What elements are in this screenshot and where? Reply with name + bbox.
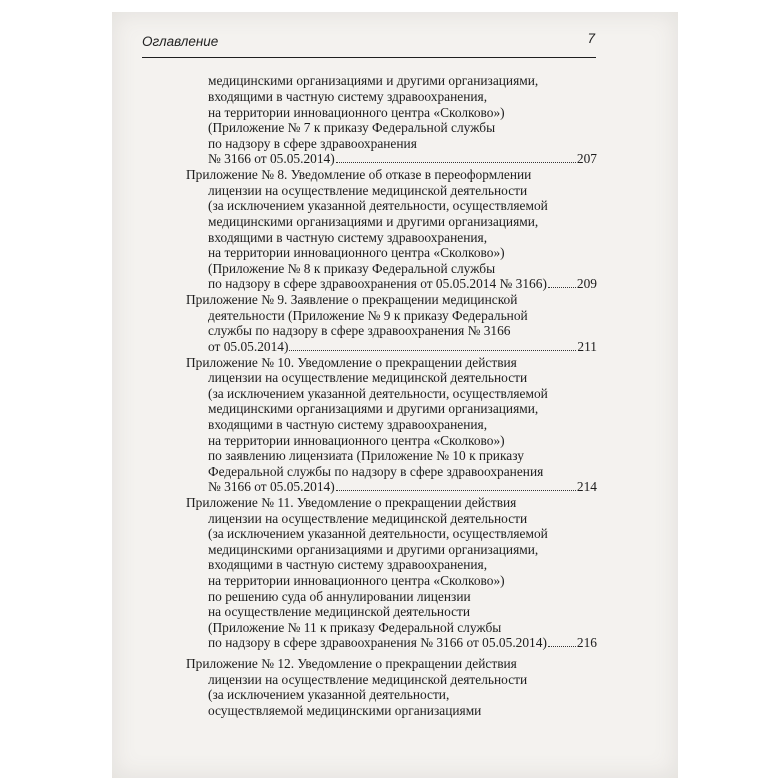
toc-page-number: 216 (576, 635, 597, 650)
toc-line: № 3166 от 05.05.2014) (208, 151, 335, 166)
dot-leader (336, 479, 576, 491)
toc-line: входящими в частную систему здравоохранения, (208, 230, 488, 245)
toc-line: медицинскими организациями и другими организациями, (208, 214, 539, 229)
toc-entry-title[interactable]: Приложение № 12. Уведомление о прекращении действия (186, 656, 517, 671)
header-page-number: 7 (587, 31, 595, 46)
dot-leader (336, 151, 576, 163)
toc-line: (за исключением указанной деятельности, осуществляемой (208, 526, 548, 541)
toc-entry-title[interactable]: Приложение № 10. Уведомление о прекращении действия (186, 355, 517, 370)
toc-entry-title[interactable]: Приложение № 8. Уведомление об отказе в переоформлении (186, 167, 532, 182)
toc-line: лицензии на осуществление медицинской деятельности (208, 183, 528, 198)
toc-entry-last-line[interactable] (208, 635, 597, 650)
toc-entry-last-line[interactable] (208, 339, 597, 354)
toc-line: входящими в частную систему здравоохранения, (208, 557, 488, 572)
toc-line: деятельности (Приложение № 9 к приказу Федеральной (208, 308, 528, 323)
toc-page-number: 207 (576, 151, 597, 166)
toc-line: (за исключением указанной деятельности, осуществляемой (208, 198, 548, 213)
toc-line: на территории инновационного центра «Сколково») (208, 433, 505, 448)
toc-line: медицинскими организациями и другими организациями, (208, 401, 539, 416)
toc-line: по надзору в сфере здравоохранения (208, 136, 417, 151)
toc-line: по надзору в сфере здравоохранения от 05.05.2014 № 3166) (208, 276, 547, 291)
toc-line: осуществляемой медицинскими организациями (208, 703, 482, 718)
header-title: Оглавление (142, 34, 219, 49)
toc-line: лицензии на осуществление медицинской деятельности (208, 511, 528, 526)
toc-line: службы по надзору в сфере здравоохранения № 3166 (208, 323, 511, 338)
toc-entry-title[interactable]: Приложение № 9. Заявление о прекращении медицинской (186, 292, 518, 307)
toc-line: (за исключением указанной деятельности, (208, 687, 450, 702)
toc-line: на осуществление медицинской деятельности (208, 604, 471, 619)
toc-line: на территории инновационного центра «Сколково») (208, 245, 505, 260)
dot-leader (548, 276, 576, 288)
toc-line: (Приложение № 7 к приказу Федеральной службы (208, 120, 496, 135)
toc-line: № 3166 от 05.05.2014) (208, 479, 335, 494)
toc-entry-last-line[interactable] (208, 151, 597, 166)
toc-line: медицинскими организациями и другими организациями, (208, 73, 539, 88)
toc-line: (за исключением указанной деятельности, осуществляемой (208, 386, 548, 401)
toc-page-number: 209 (576, 276, 597, 291)
dot-leader (289, 339, 576, 351)
toc-line: по надзору в сфере здравоохранения № 3166 от 05.05.2014) (208, 635, 547, 650)
toc-line: на территории инновационного центра «Сколково») (208, 573, 505, 588)
dot-leader (548, 635, 576, 647)
toc-line: по решению суда об аннулировании лицензии (208, 589, 471, 604)
toc-line: лицензии на осуществление медицинской деятельности (208, 672, 528, 687)
toc-entry-title[interactable]: Приложение № 11. Уведомление о прекращении действия (186, 495, 517, 510)
toc-page-number: 211 (577, 339, 597, 354)
toc-line: (Приложение № 11 к приказу Федеральной службы (208, 620, 502, 635)
toc-line: входящими в частную систему здравоохранения, (208, 417, 488, 432)
toc-line: Федеральной службы по надзору в сфере здравоохранения (208, 464, 544, 479)
toc-line: входящими в частную систему здравоохранения, (208, 89, 488, 104)
toc-line: медицинскими организациями и другими организациями, (208, 542, 539, 557)
toc-line: лицензии на осуществление медицинской деятельности (208, 370, 528, 385)
toc-page-number: 214 (576, 479, 597, 494)
toc-entry-last-line[interactable] (208, 276, 597, 291)
toc-line: от 05.05.2014) (208, 339, 289, 354)
toc-line: (Приложение № 8 к приказу Федеральной службы (208, 261, 496, 276)
toc-line: по заявлению лицензиата (Приложение № 10 к приказу (208, 448, 524, 463)
toc-entry-last-line[interactable] (208, 479, 597, 494)
toc-line: на территории инновационного центра «Сколково») (208, 105, 505, 120)
